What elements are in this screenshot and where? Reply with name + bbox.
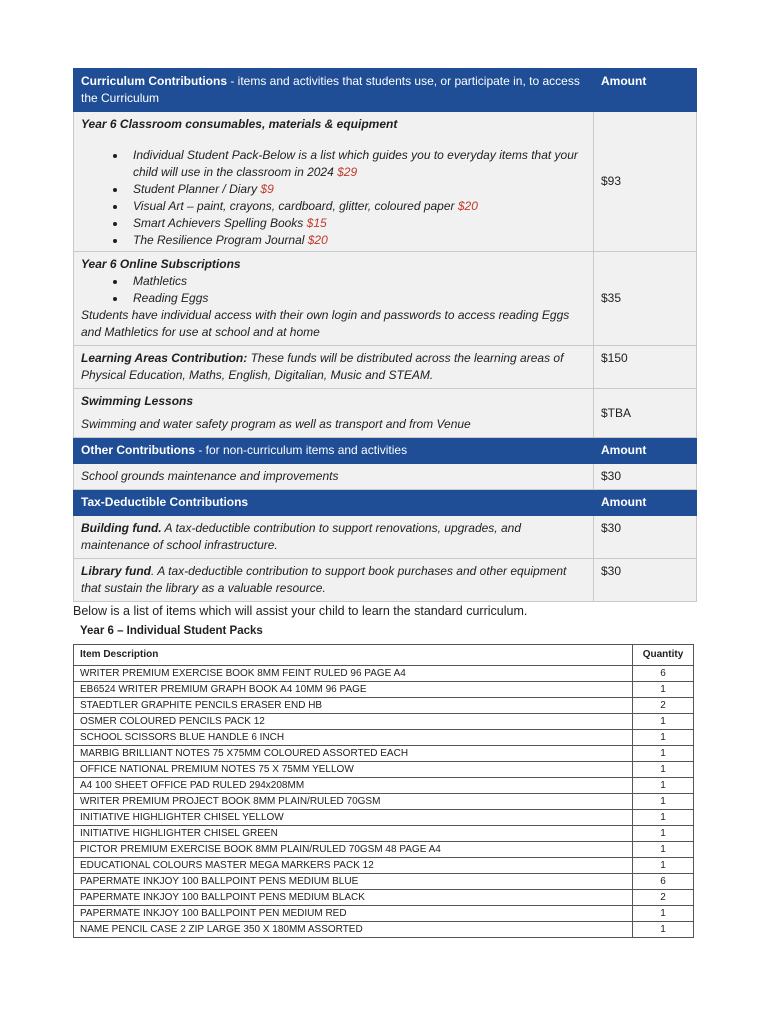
item-description: STAEDTLER GRAPHITE PENCILS ERASER END HB bbox=[74, 698, 633, 714]
item-description: PAPERMATE INKJOY 100 BALLPOINT PENS MEDIUM BLUE bbox=[74, 874, 633, 890]
price: $20 bbox=[307, 233, 328, 247]
curriculum-header-subtitle: - items and activities that students use, or participate in, to access the Curriculum bbox=[81, 74, 580, 105]
item-description: SCHOOL SCISSORS BLUE HANDLE 6 INCH bbox=[74, 730, 633, 746]
table-row bbox=[74, 810, 694, 826]
price: $15 bbox=[306, 216, 327, 230]
online-list bbox=[81, 273, 586, 307]
grounds-amount: $30 bbox=[594, 464, 697, 490]
item-description: A4 100 SHEET OFFICE PAD RULED 294x208MM bbox=[74, 778, 633, 794]
price: $20 bbox=[457, 199, 478, 213]
table-row bbox=[74, 874, 694, 890]
library-row bbox=[74, 559, 697, 602]
list-item: • The Resilience Program Journal $20 bbox=[127, 232, 586, 249]
building-cell bbox=[74, 516, 594, 559]
item-description: NAME PENCIL CASE 2 ZIP LARGE 350 X 180MM ASSORTED bbox=[74, 922, 633, 938]
library-cell bbox=[74, 559, 594, 602]
item-quantity: 1 bbox=[633, 778, 694, 794]
learning-row bbox=[74, 346, 697, 389]
table-row bbox=[74, 746, 694, 762]
packs-header-row bbox=[74, 645, 694, 666]
tax-amount-header: Amount bbox=[594, 490, 697, 516]
online-note: Students have individual access with their own login and passwords to access reading Eggs and Mathletics for use at school and at home bbox=[81, 308, 570, 339]
item-quantity: 6 bbox=[633, 666, 694, 682]
item-quantity: 1 bbox=[633, 842, 694, 858]
table-row bbox=[74, 762, 694, 778]
table-row bbox=[74, 682, 694, 698]
item-description-header: Item Description bbox=[74, 645, 633, 666]
item-description: INITIATIVE HIGHLIGHTER CHISEL GREEN bbox=[74, 826, 633, 842]
other-header-title: Other Contributions bbox=[81, 443, 195, 457]
price: $29 bbox=[337, 165, 358, 179]
table-row bbox=[74, 890, 694, 906]
item-quantity: 1 bbox=[633, 730, 694, 746]
item-quantity: 1 bbox=[633, 858, 694, 874]
intro-text: Below is a list of items which will assist your child to learn the standard curriculum. bbox=[73, 604, 528, 618]
consumables-cell bbox=[74, 112, 594, 252]
item-description: PICTOR PREMIUM EXERCISE BOOK 8MM PLAIN/RULED 70GSM 48 PAGE A4 bbox=[74, 842, 633, 858]
online-row bbox=[74, 252, 697, 346]
table-row bbox=[74, 858, 694, 874]
item-quantity: 6 bbox=[633, 874, 694, 890]
tax-header-row bbox=[74, 490, 697, 516]
table-row bbox=[74, 698, 694, 714]
item-quantity: 1 bbox=[633, 826, 694, 842]
item-quantity: 1 bbox=[633, 810, 694, 826]
student-packs-table bbox=[73, 644, 694, 938]
building-text: A tax-deductible contribution to support renovations, upgrades, and maintenance of school infrastructure. bbox=[81, 521, 521, 552]
item-description: INITIATIVE HIGHLIGHTER CHISEL YELLOW bbox=[74, 810, 633, 826]
item-quantity: 2 bbox=[633, 698, 694, 714]
item-description: OFFICE NATIONAL PREMIUM NOTES 75 X 75MM YELLOW bbox=[74, 762, 633, 778]
table-row bbox=[74, 666, 694, 682]
item-description: WRITER PREMIUM EXERCISE BOOK 8MM FEINT RULED 96 PAGE A4 bbox=[74, 666, 633, 682]
item-description: OSMER COLOURED PENCILS PACK 12 bbox=[74, 714, 633, 730]
swimming-cell bbox=[74, 389, 594, 438]
library-amount: $30 bbox=[594, 559, 697, 602]
grounds-row bbox=[74, 464, 697, 490]
table-row bbox=[74, 826, 694, 842]
other-header bbox=[74, 438, 594, 464]
table-row bbox=[74, 842, 694, 858]
table-row bbox=[74, 778, 694, 794]
online-cell bbox=[74, 252, 594, 346]
item-quantity: 1 bbox=[633, 762, 694, 778]
list-item: • Smart Achievers Spelling Books $15 bbox=[127, 215, 586, 232]
table-row bbox=[74, 906, 694, 922]
list-item: • Student Planner / Diary $9 bbox=[127, 181, 586, 198]
consumables-title: Year 6 Classroom consumables, materials & equipment bbox=[81, 117, 398, 131]
curriculum-amount-header: Amount bbox=[594, 69, 697, 112]
quantity-header: Quantity bbox=[633, 645, 694, 666]
building-title: Building fund. bbox=[81, 521, 162, 535]
swimming-title: Swimming Lessons bbox=[81, 394, 194, 408]
other-header-subtitle: - for non-curriculum items and activities bbox=[195, 443, 408, 457]
list-item: • Mathletics bbox=[127, 273, 586, 290]
other-amount-header: Amount bbox=[594, 438, 697, 464]
table-row bbox=[74, 730, 694, 746]
price: $9 bbox=[260, 182, 274, 196]
curriculum-header bbox=[74, 69, 594, 112]
item-quantity: 1 bbox=[633, 714, 694, 730]
item-description: PAPERMATE INKJOY 100 BALLPOINT PEN MEDIUM RED bbox=[74, 906, 633, 922]
consumables-list bbox=[81, 147, 586, 249]
curriculum-header-row bbox=[74, 69, 697, 112]
library-title: Library fund bbox=[81, 564, 152, 578]
swimming-text: Swimming and water safety program as well as transport and from Venue bbox=[81, 417, 471, 431]
swimming-amount: $TBA bbox=[594, 389, 697, 438]
building-row bbox=[74, 516, 697, 559]
tax-header-title: Tax-Deductible Contributions bbox=[74, 490, 594, 516]
item-description: EB6524 WRITER PREMIUM GRAPH BOOK A4 10MM 96 PAGE bbox=[74, 682, 633, 698]
consumables-amount: $93 bbox=[594, 112, 697, 252]
list-item: • Individual Student Pack-Below is a list which guides you to everyday items that your child will use in the classroom in 2024 $29 bbox=[127, 147, 586, 181]
swimming-row bbox=[74, 389, 697, 438]
item-quantity: 1 bbox=[633, 922, 694, 938]
contributions-table bbox=[73, 68, 697, 602]
item-quantity: 1 bbox=[633, 746, 694, 762]
item-quantity: 1 bbox=[633, 682, 694, 698]
learning-title: Learning Areas Contribution: bbox=[81, 351, 248, 365]
online-title: Year 6 Online Subscriptions bbox=[81, 257, 241, 271]
item-description: WRITER PREMIUM PROJECT BOOK 8MM PLAIN/RULED 70GSM bbox=[74, 794, 633, 810]
list-item: • Visual Art – paint, crayons, cardboard, glitter, coloured paper $20 bbox=[127, 198, 586, 215]
table-row bbox=[74, 714, 694, 730]
table-row bbox=[74, 794, 694, 810]
consumables-row bbox=[74, 112, 697, 252]
item-quantity: 2 bbox=[633, 890, 694, 906]
learning-text: These funds will be distributed across the learning areas of Physical Education, Maths, English, Digitalian, Music and STEAM. bbox=[81, 351, 564, 382]
item-description: EDUCATIONAL COLOURS MASTER MEGA MARKERS PACK 12 bbox=[74, 858, 633, 874]
learning-cell bbox=[74, 346, 594, 389]
table-row bbox=[74, 922, 694, 938]
list-item: • Reading Eggs bbox=[127, 290, 586, 307]
packs-title: Year 6 – Individual Student Packs bbox=[80, 625, 263, 637]
online-amount: $35 bbox=[594, 252, 697, 346]
other-header-row bbox=[74, 438, 697, 464]
item-description: PAPERMATE INKJOY 100 BALLPOINT PENS MEDIUM BLACK bbox=[74, 890, 633, 906]
item-description: MARBIG BRILLIANT NOTES 75 X75MM COLOURED ASSORTED EACH bbox=[74, 746, 633, 762]
curriculum-header-title: Curriculum Contributions bbox=[81, 74, 227, 88]
building-amount: $30 bbox=[594, 516, 697, 559]
item-quantity: 1 bbox=[633, 906, 694, 922]
item-quantity: 1 bbox=[633, 794, 694, 810]
library-text: . A tax-deductible contribution to support book purchases and other equipment that sustain the library as a valuable resource. bbox=[81, 564, 567, 595]
learning-amount: $150 bbox=[594, 346, 697, 389]
grounds-text: School grounds maintenance and improvements bbox=[74, 464, 594, 490]
